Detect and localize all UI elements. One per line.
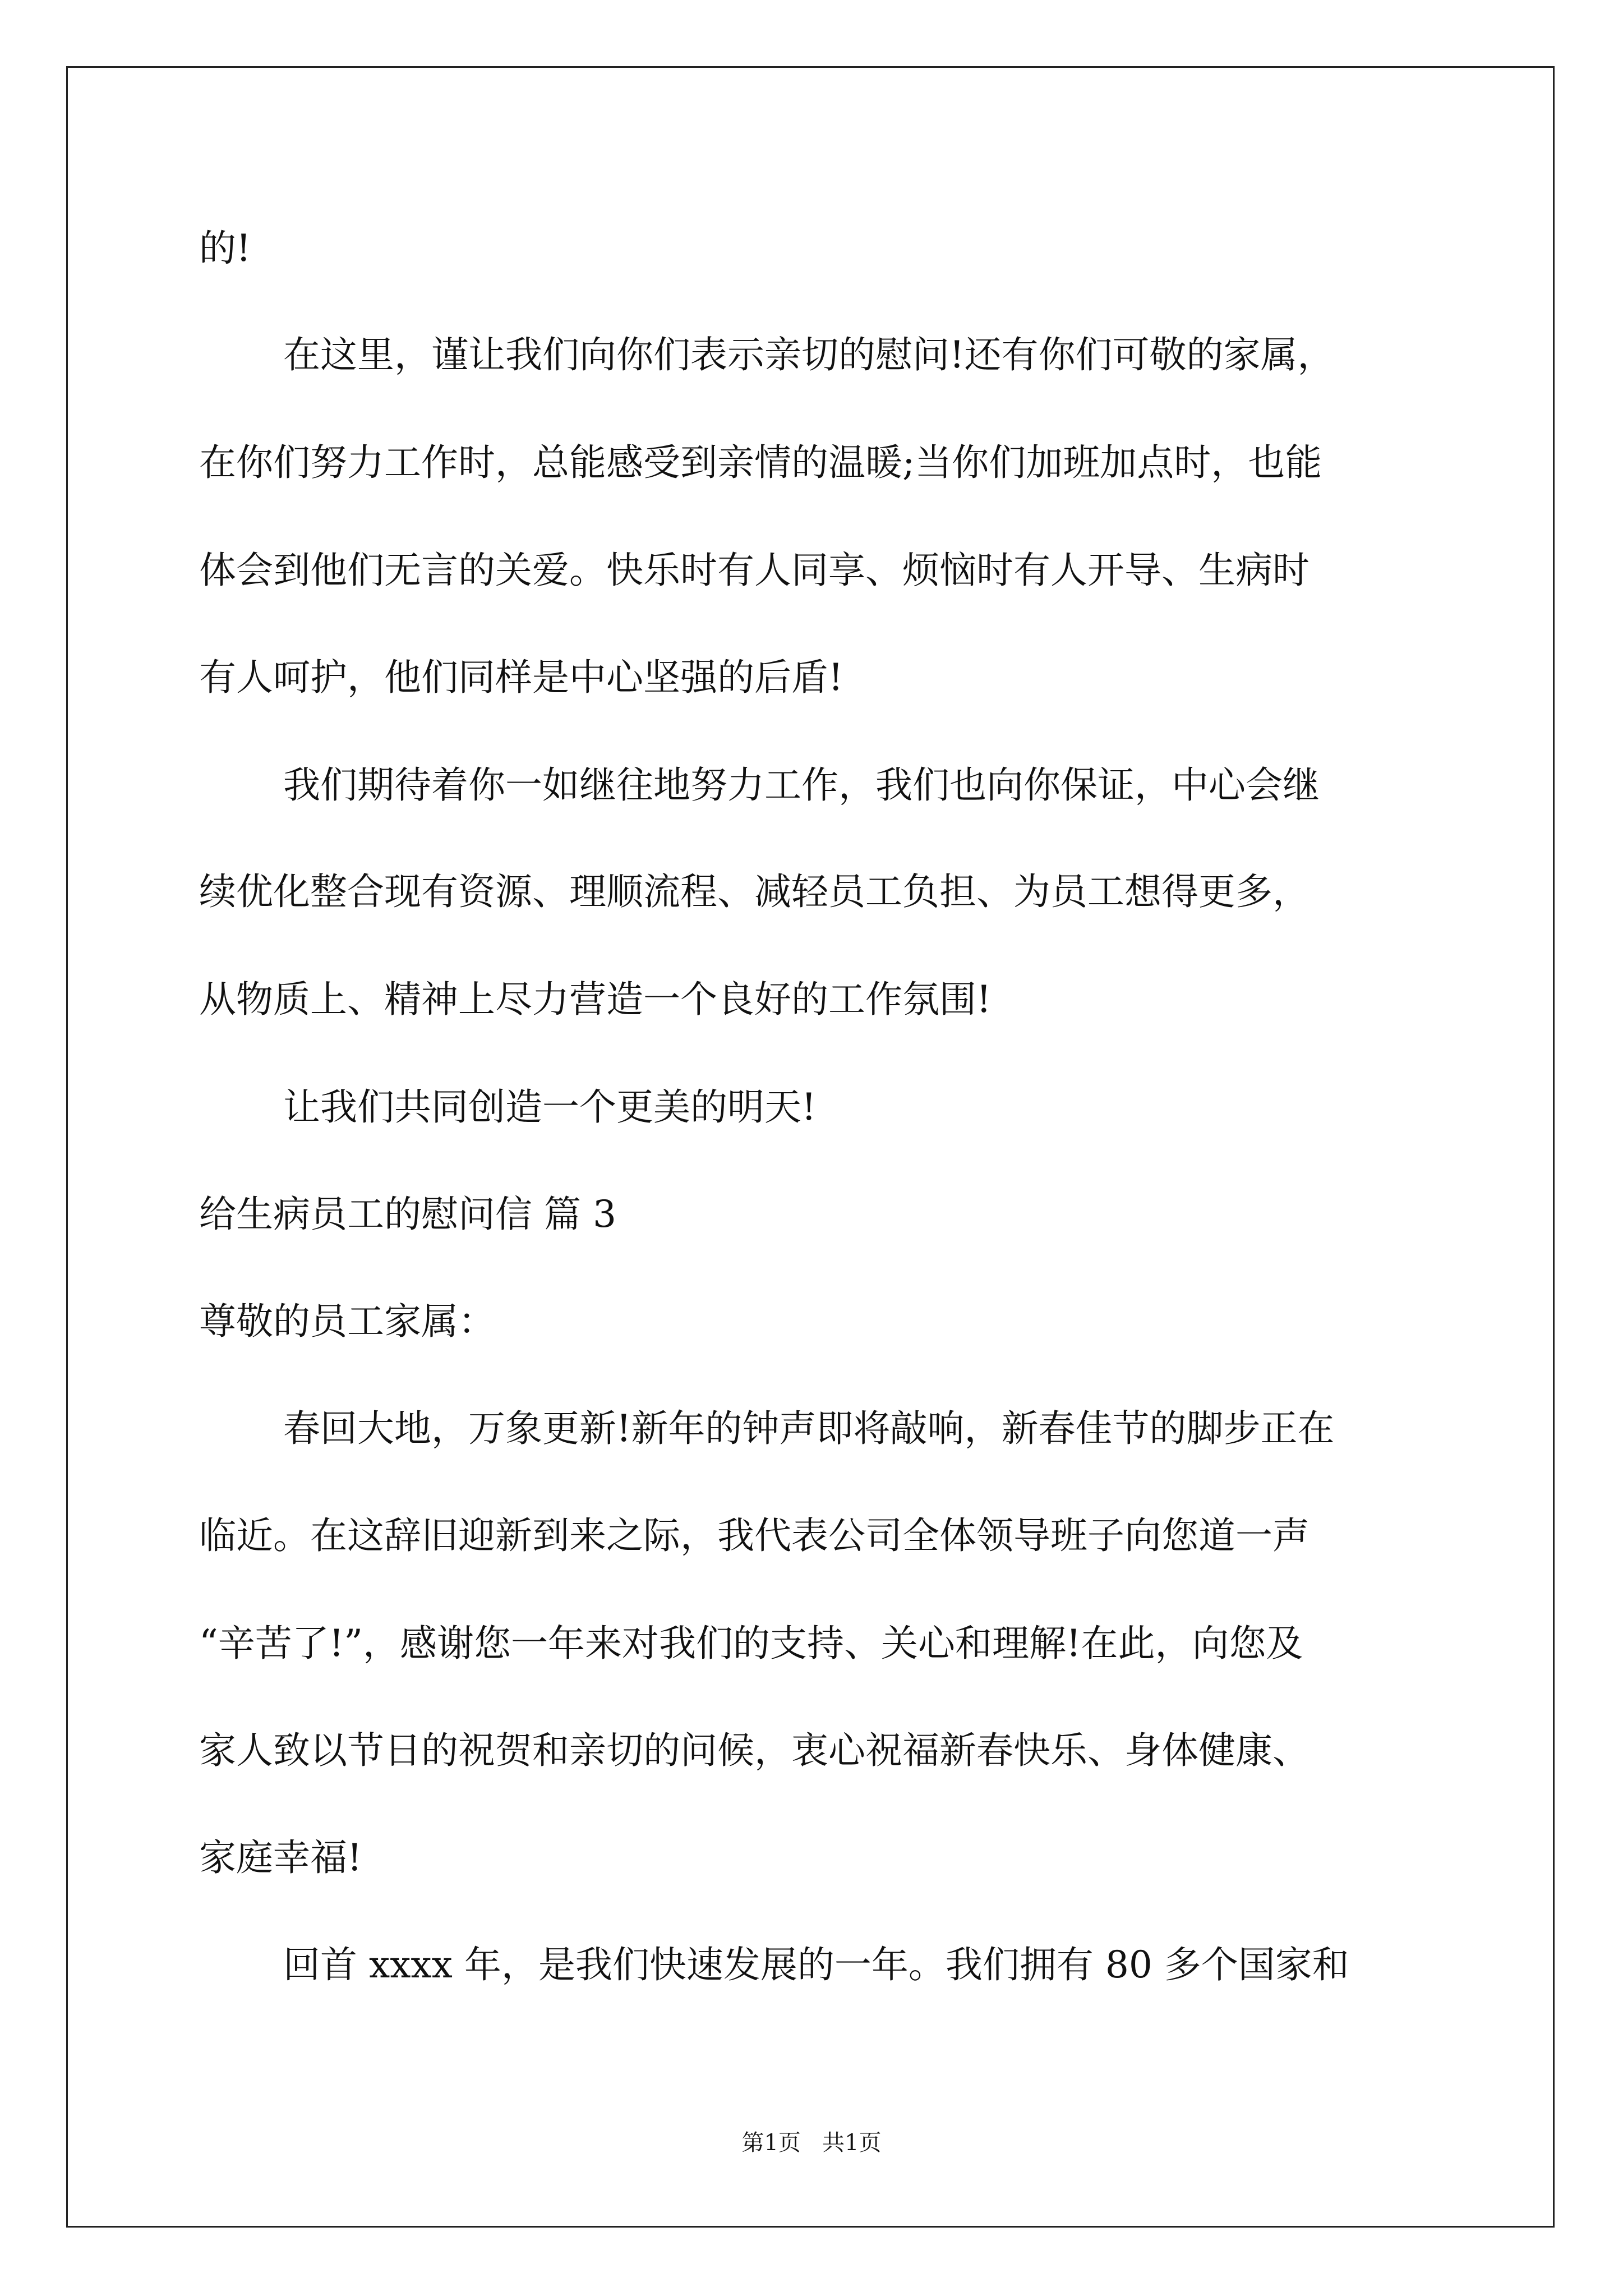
text-line: 在你们努力工作时，总能感受到亲情的温暖;当你们加班加点时，也能 <box>199 441 1322 484</box>
text-line: “辛苦了!”，感谢您一年来对我们的支持、关心和理解!在此，向您及 <box>199 1622 1303 1665</box>
text-line: 体会到他们无言的关爱。快乐时有人同享、烦恼时有人开导、生病时 <box>199 549 1310 592</box>
text-line: 家人致以节日的祝贺和亲切的问候，衷心祝福新春快乐、身体健康、 <box>199 1729 1310 1772</box>
text-line: 春回大地，万象更新!新年的钟声即将敲响，新春佳节的脚步正在 <box>283 1407 1335 1450</box>
page-footer: 第1页 共1页 <box>741 2130 882 2156</box>
text-line: 在这里，谨让我们向你们表示亲切的慰问!还有你们可敬的家属， <box>283 333 1335 376</box>
text-line: 我们期待着你一如继往地努力工作，我们也向你保证，中心会继 <box>283 763 1320 807</box>
text-line: 续优化整合现有资源、理顺流程、减轻员工负担、为员工想得更多， <box>199 870 1310 913</box>
text-line: 的! <box>199 227 251 270</box>
section-heading: 给生病员工的慰问信 篇 3 <box>199 1193 616 1236</box>
salutation: 尊敬的员工家属： <box>199 1300 495 1343</box>
text-line: 回首 xxxx 年，是我们快速发展的一年。我们拥有 80 多个国家和 <box>283 1943 1349 1986</box>
text-line: 临近。在这辞旧迎新到来之际，我代表公司全体领导班子向您道一声 <box>199 1514 1310 1557</box>
text-line: 让我们共同创造一个更美的明天! <box>283 1085 817 1129</box>
page-border <box>66 66 1555 2228</box>
text-line: 从物质上、精神上尽力营造一个良好的工作氛围! <box>199 978 992 1021</box>
text-line: 家庭幸福! <box>199 1836 362 1879</box>
text-line: 有人呵护，他们同样是中心坚强的后盾! <box>199 656 843 699</box>
